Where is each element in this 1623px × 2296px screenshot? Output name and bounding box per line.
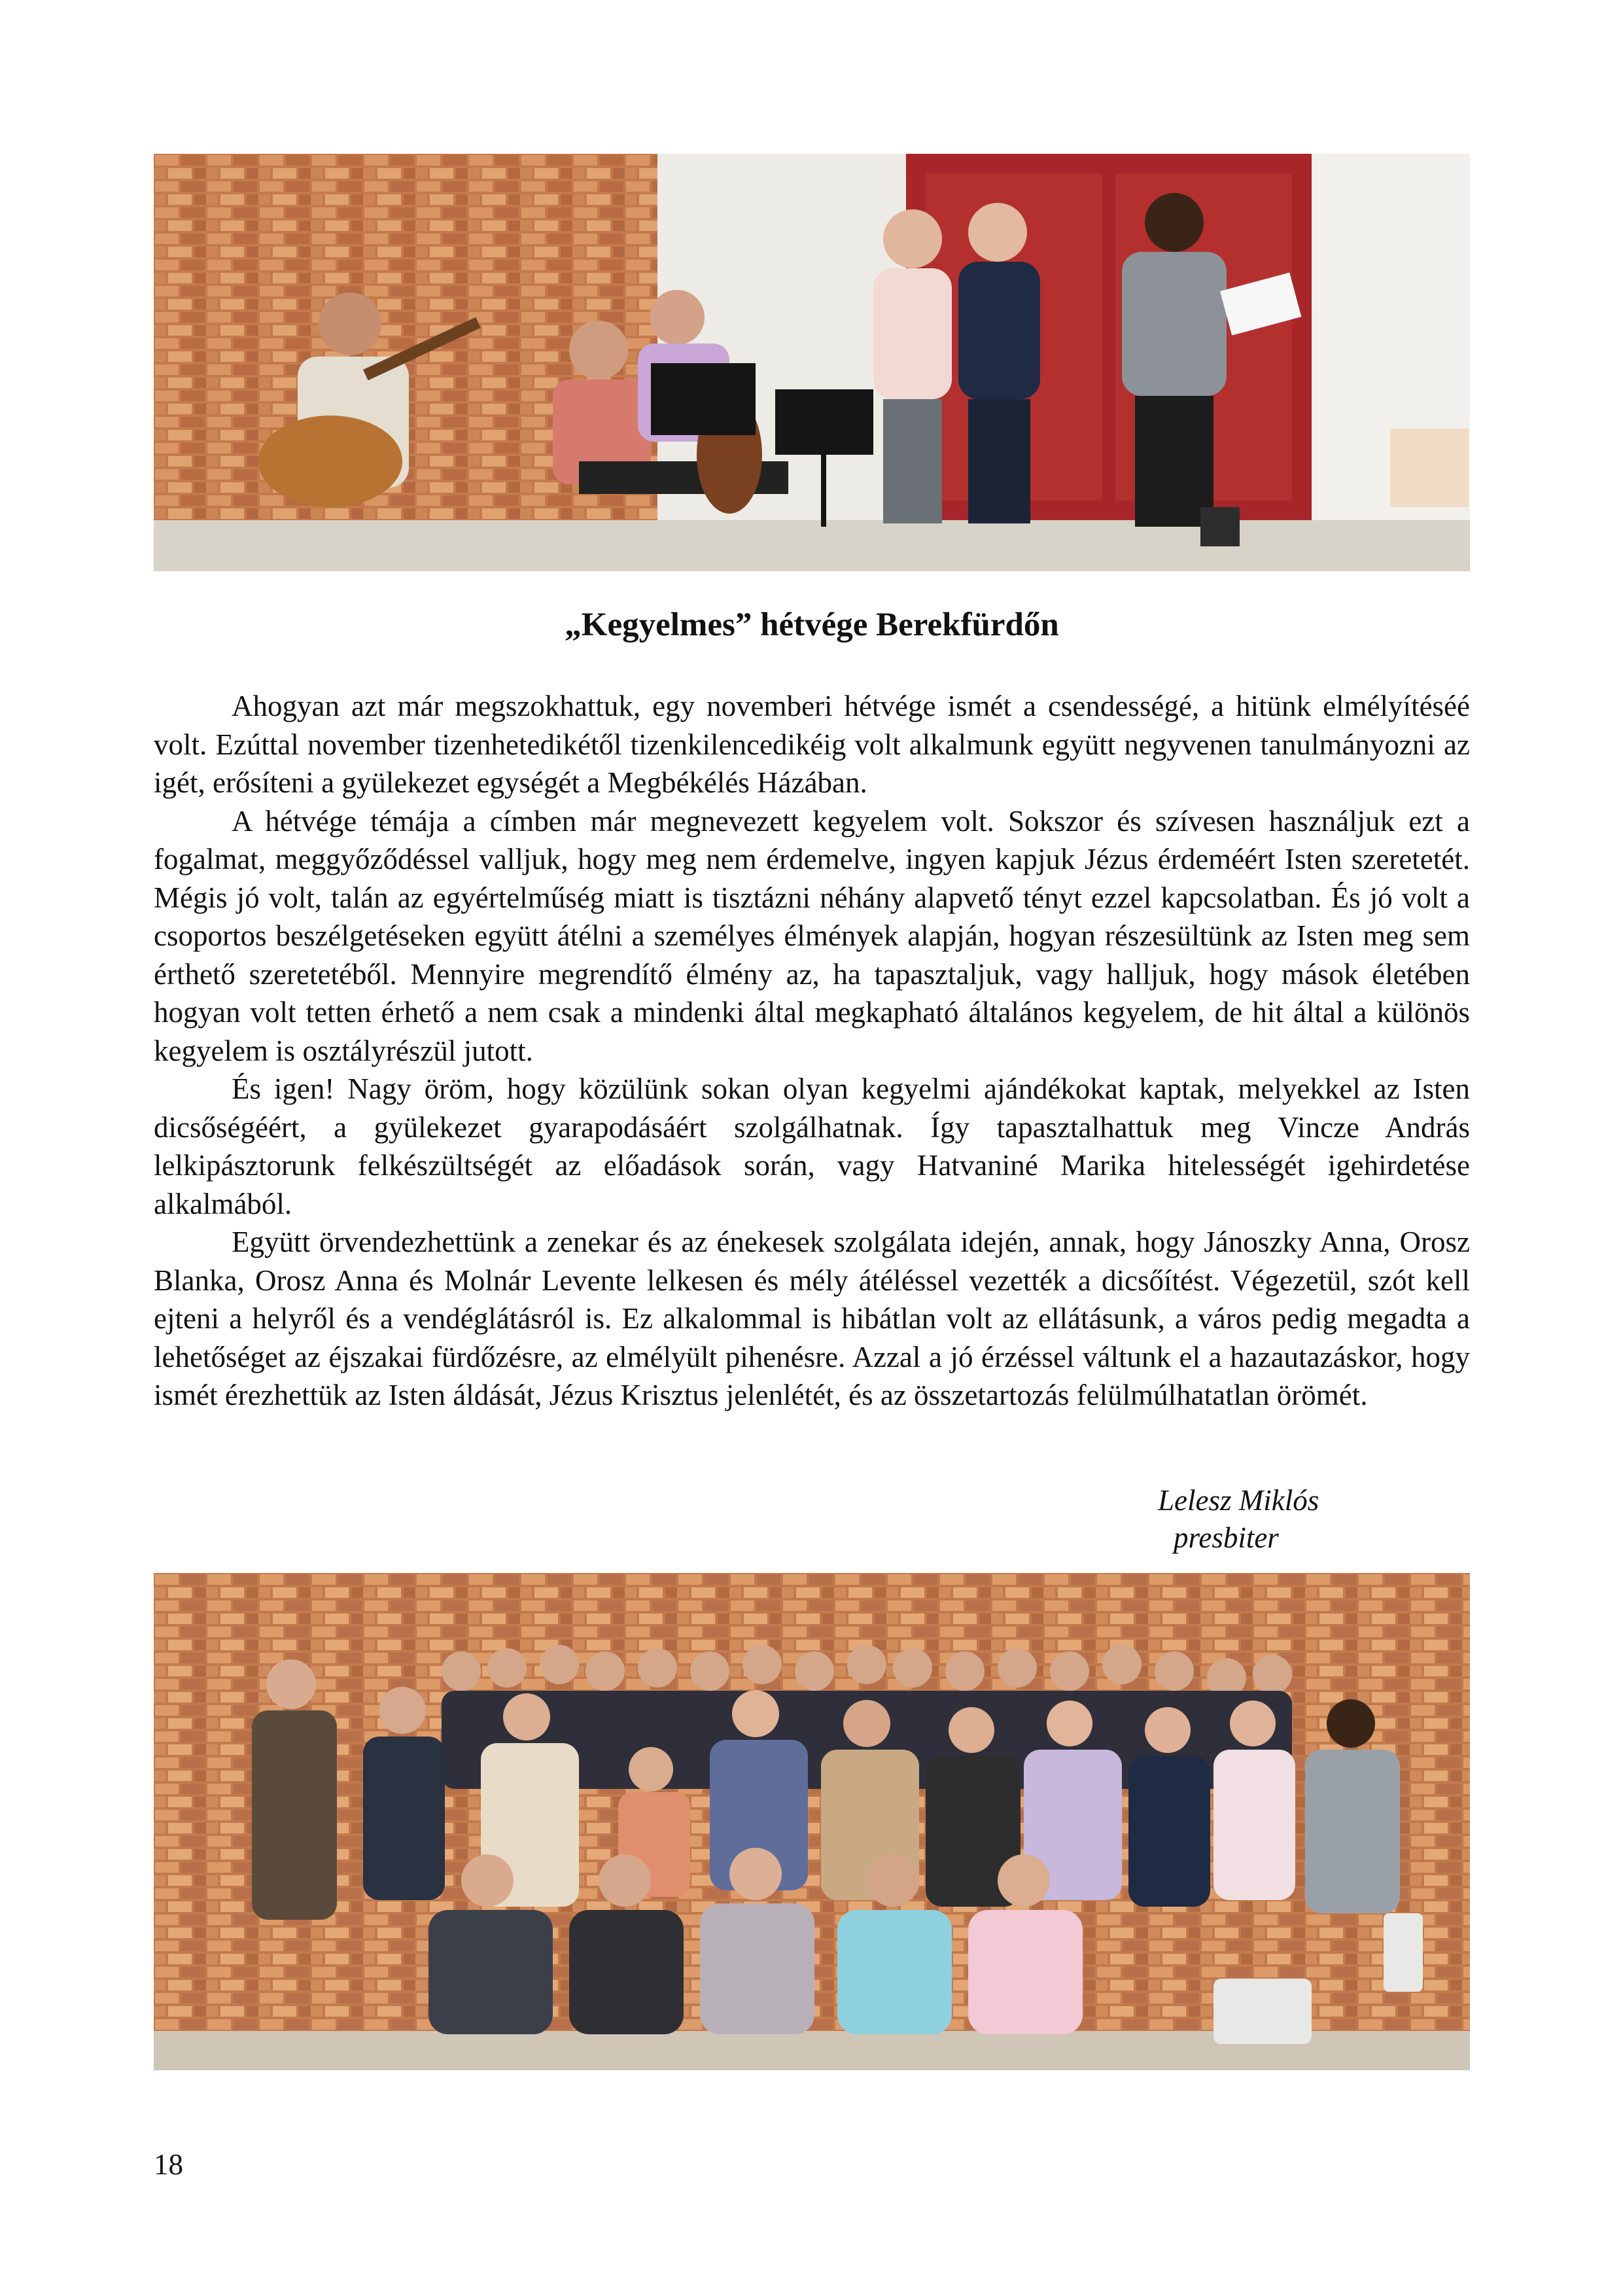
author-name: Lelesz Miklós xyxy=(1158,1484,1319,1517)
page-number: 18 xyxy=(154,2148,183,2181)
article-paragraph: Ahogyan azt már megszokhattuk, egy novemberi hétvége ismét a csendességé, a hitünk elmélyítéséé volt. Ezúttal november tizenhetedikétől tizenkilencedikéig volt alkalmunk együtt negyvenen tanulmányozni az igét, erősíteni a gyülekezet egységét a Megbékélés Házában. xyxy=(154,690,1470,799)
article-paragraph: És igen! Nagy öröm, hogy közülünk sokan olyan kegyelmi ajándékokat kaptak, melyekkel az Isten dicsőségéért, a gyülekezet gyarapodásáért szolgálhatnak. Így tapasztalhattuk meg Vincze András lelkipásztorunk felkészültségét az előadások során, vagy Hatvaniné Marika hitelességét igehirdetése alkalmából. xyxy=(154,1072,1470,1220)
group-photo-illustration xyxy=(154,1573,1470,2070)
article-signature xyxy=(1158,1482,1319,1557)
article-body xyxy=(154,687,1470,1415)
article-paragraph: Együtt örvendezhettünk a zenekar és az énekesek szolgálata idején, annak, hogy Jánoszky Anna, Orosz Blanka, Orosz Anna és Molnár Levente lelkesen és mély átéléssel vezették a dicsőítést. Végezetül, szót kell ejteni a helyről és a vendéglátásról is. Ez alkalommal is hibátlan volt az ellátásunk, a város pedig megadta a lehetőséget az éjszakai fürdőzésre, az elmélyült pihenésre. Azzal a jó érzéssel váltunk el a hazautazáskor, hogy ismét érezhettük az Isten áldását, Jézus Krisztus jelenlétét, és az összetartozás felülmúlhatatlan örömét. xyxy=(154,1226,1470,1411)
author-role: presbiter xyxy=(1174,1521,1279,1554)
worship-band-illustration xyxy=(154,154,1470,571)
worship-band-photo xyxy=(154,154,1470,571)
article-paragraph: A hétvége témája a címben már megnevezett kegyelem volt. Sokszor és szívesen használjuk ezt a fogalmat, meggyőződéssel valljuk, hogy meg nem érdemelve, ingyen kapjuk Jézus érdeméért Isten szeretetét. Mégis jó volt, talán az egyértelműség miatt is tisztázni néhány alapvető tényt ezzel kapcsolatban. És jó volt a csoportos beszélgetéseken együtt átélni a személyes élmények alapján, hogyan részesültünk az Isten meg sem érthető szeretetéből. Mennyire megrendítő élmény az, ha tapasztaljuk, vagy halljuk, hogy mások életében hogyan volt tetten érhető a nem csak a mindenki által megkapható általános kegyelem, de hit által a különös kegyelem is osztályrészül jutott. xyxy=(154,804,1470,1067)
group-photo xyxy=(154,1573,1470,2070)
article-title: „Kegyelmes” hétvége Berekfürdőn xyxy=(565,607,1059,643)
